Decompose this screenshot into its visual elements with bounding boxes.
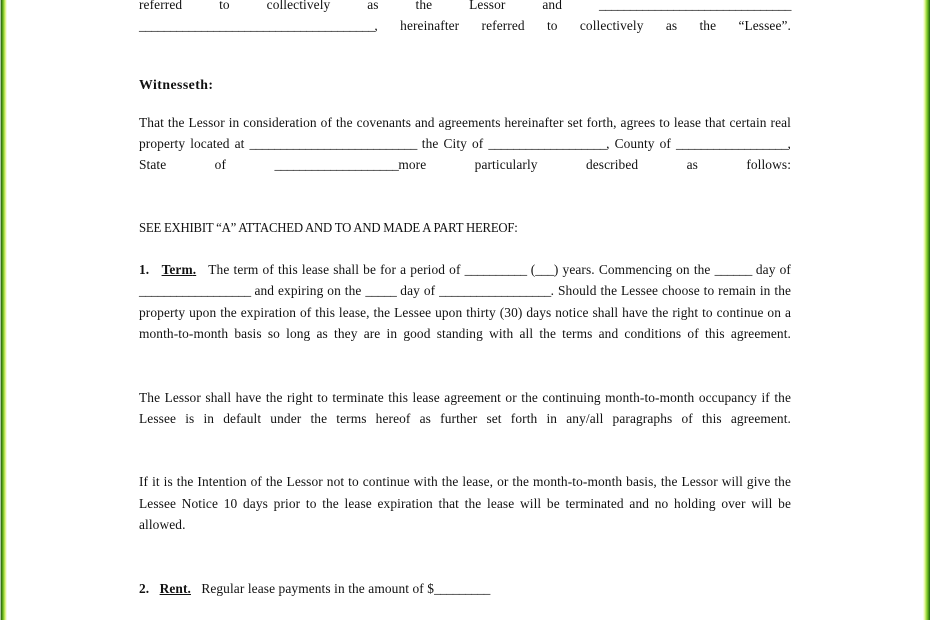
clause-term-body-4: and expiring on the xyxy=(254,283,362,299)
intro-blank-lessee-2: ______________________________________ xyxy=(139,18,375,34)
clause-rent xyxy=(139,578,791,599)
left-edge-stripe xyxy=(0,0,7,620)
clause-term xyxy=(139,259,791,365)
recital-blank-state: ____________________ xyxy=(274,157,399,173)
clause-term-body-3: day of xyxy=(755,262,791,278)
recital-part-1: That the Lessor in consideration of the covenants and agreements hereinafter set forth, agrees to lease that certain real property located at xyxy=(139,114,791,152)
clause-rent-label: Rent xyxy=(159,580,188,596)
terminate-paragraph: The Lessor shall have the right to terminate this lease agreement or the continuing month-to-month occupancy if the Lessee is in default under the terms hereof as further set forth in any/all paragraphs of this agreement. xyxy=(139,389,791,426)
clause-term-paren-open: ( xyxy=(530,262,536,278)
exhibit-reference-line: SEE EXHIBIT “A” ATTACHED AND TO AND MADE A PART HEREOF: xyxy=(139,220,518,236)
recital-part-3: , County of xyxy=(606,136,671,152)
intention-paragraph: If it is the Intention of the Lessor not to continue with the lease, or the month-to-month basis, the Lessor will give the Lessee Notice 10 days prior to the lease expiration that the lease will be terminated and no holding over will be allowed. xyxy=(139,474,791,533)
clause-term-blank-period: __________ xyxy=(464,262,527,278)
clause-term-number: 1. xyxy=(139,262,150,278)
intro-line-2: , hereinafter referred to collectively as the xyxy=(374,18,717,34)
clause-term-body-1: The term of this lease shall be for a period of xyxy=(208,262,461,278)
recital-paragraph xyxy=(139,112,791,197)
clause-term-blank-day-2: _____ xyxy=(365,283,397,299)
clause-term-body-5: day of xyxy=(400,283,436,299)
intro-blank-lessee-1: _______________________________ xyxy=(598,0,791,12)
clause-term-paren-close: ) xyxy=(553,262,559,278)
clause-rent-label-suffix: . xyxy=(187,580,191,596)
clause-term-body-2: years. Commencing on the xyxy=(562,262,711,278)
clause-term-label-suffix: . xyxy=(192,262,197,278)
recital-blank-county: __________________ xyxy=(676,136,788,152)
recital-part-2: the City of xyxy=(421,136,484,152)
clause-rent-body-1: Regular lease payments in the amount of $ xyxy=(201,580,435,596)
recital-blank-address: ___________________________ xyxy=(249,136,417,152)
clause-term-label: Term xyxy=(161,262,193,278)
intro-line-3: “Lessee”. xyxy=(738,18,792,34)
right-edge-stripe xyxy=(923,0,930,620)
recital-part-5: more particularly described as follows: xyxy=(398,157,792,173)
witnesseth-heading: Witnesseth: xyxy=(139,76,214,92)
clause-term-blank-paren: ___ xyxy=(535,262,554,278)
recital-blank-city: ___________________ xyxy=(488,136,607,152)
recital-part-4: , State of xyxy=(139,136,791,173)
intro-line-1: referred to collectively as the Lessor and xyxy=(139,0,562,12)
clause-term-body-6: . Should the Lessee choose to remain in the property upon the expiration of this lease, the Lessee upon thirty (30) days notice shall have the right to continue on a month-to-month basis so long as they are in good standing with all the terms and conditions of this agreement. xyxy=(139,283,792,341)
clause-term-blank-month: __________________ xyxy=(139,283,251,299)
clause-rent-blank-amount: _________ xyxy=(434,580,490,596)
document-body xyxy=(139,0,791,620)
clause-term-blank-day: ______ xyxy=(714,262,752,278)
clause-rent-number: 2. xyxy=(139,580,150,596)
intro-paragraph xyxy=(139,0,791,58)
clause-term-blank-month-2: __________________ xyxy=(439,283,551,299)
